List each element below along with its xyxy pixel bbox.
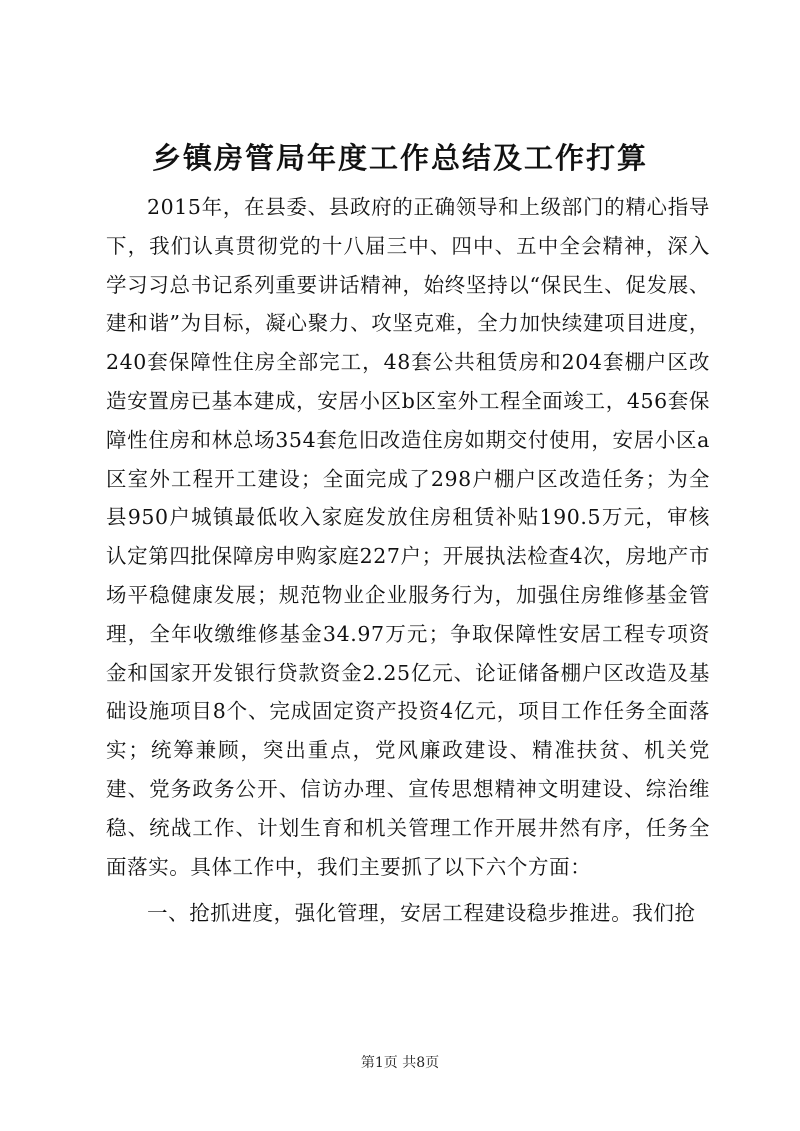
document-body [106, 188, 710, 933]
body-paragraph: 一、抢抓进度，强化管理，安居工程建设稳步推进。我们抢 [147, 901, 696, 926]
document-title: 乡镇房管局年度工作总结及工作打算 [151, 141, 648, 175]
body-paragraph: 2015年，在县委、县政府的正确领导和上级部门的精心指导下，我们认真贯彻党的十八届三中、四中、五中全会精神，深入学习习总书记系列重要讲话精神，始终坚持以“保民生、促发展、建和谐”为目标，凝心聚力、攻坚克难，全力加快续建项目进度，240套保障性住房全部完工，48套公共租赁房和204套棚户区改造安置房已基本建成，安居小区b区室外工程全面竣工，456套保障性住房和林总场354套危旧改造住房如期交付使用，安居小区a区室外工程开工建设；全面完成了298户棚户区改造任务；为全县950户城镇最低收入家庭发放住房租赁补贴190.5万元，审核认定第四批保障房申购家庭227户；开展执法检查4次，房地产市场平稳健康发展；规范物业企业服务行为，加强住房维修基金管理，全年收缴维修基金34.97万元；争取保障性安居工程专项资金和国家开发银行贷款资金2.25亿元、论证储备棚户区改造及基础设施项目8个、完成固定资产投资4亿元，项目工作任务全面落实；统筹兼顾，突出重点，党风廉政建设、精准扶贫、机关党建、党务政务公开、信访办理、宣传思想精神文明建设、综治维稳、统战工作、计划生育和机关管理工作开展井然有序，任务全面落实。具体工作中，我们主要抓了以下六个方面： [106, 195, 710, 879]
page-number-footer: 第1页 共8页 [360, 1055, 440, 1071]
